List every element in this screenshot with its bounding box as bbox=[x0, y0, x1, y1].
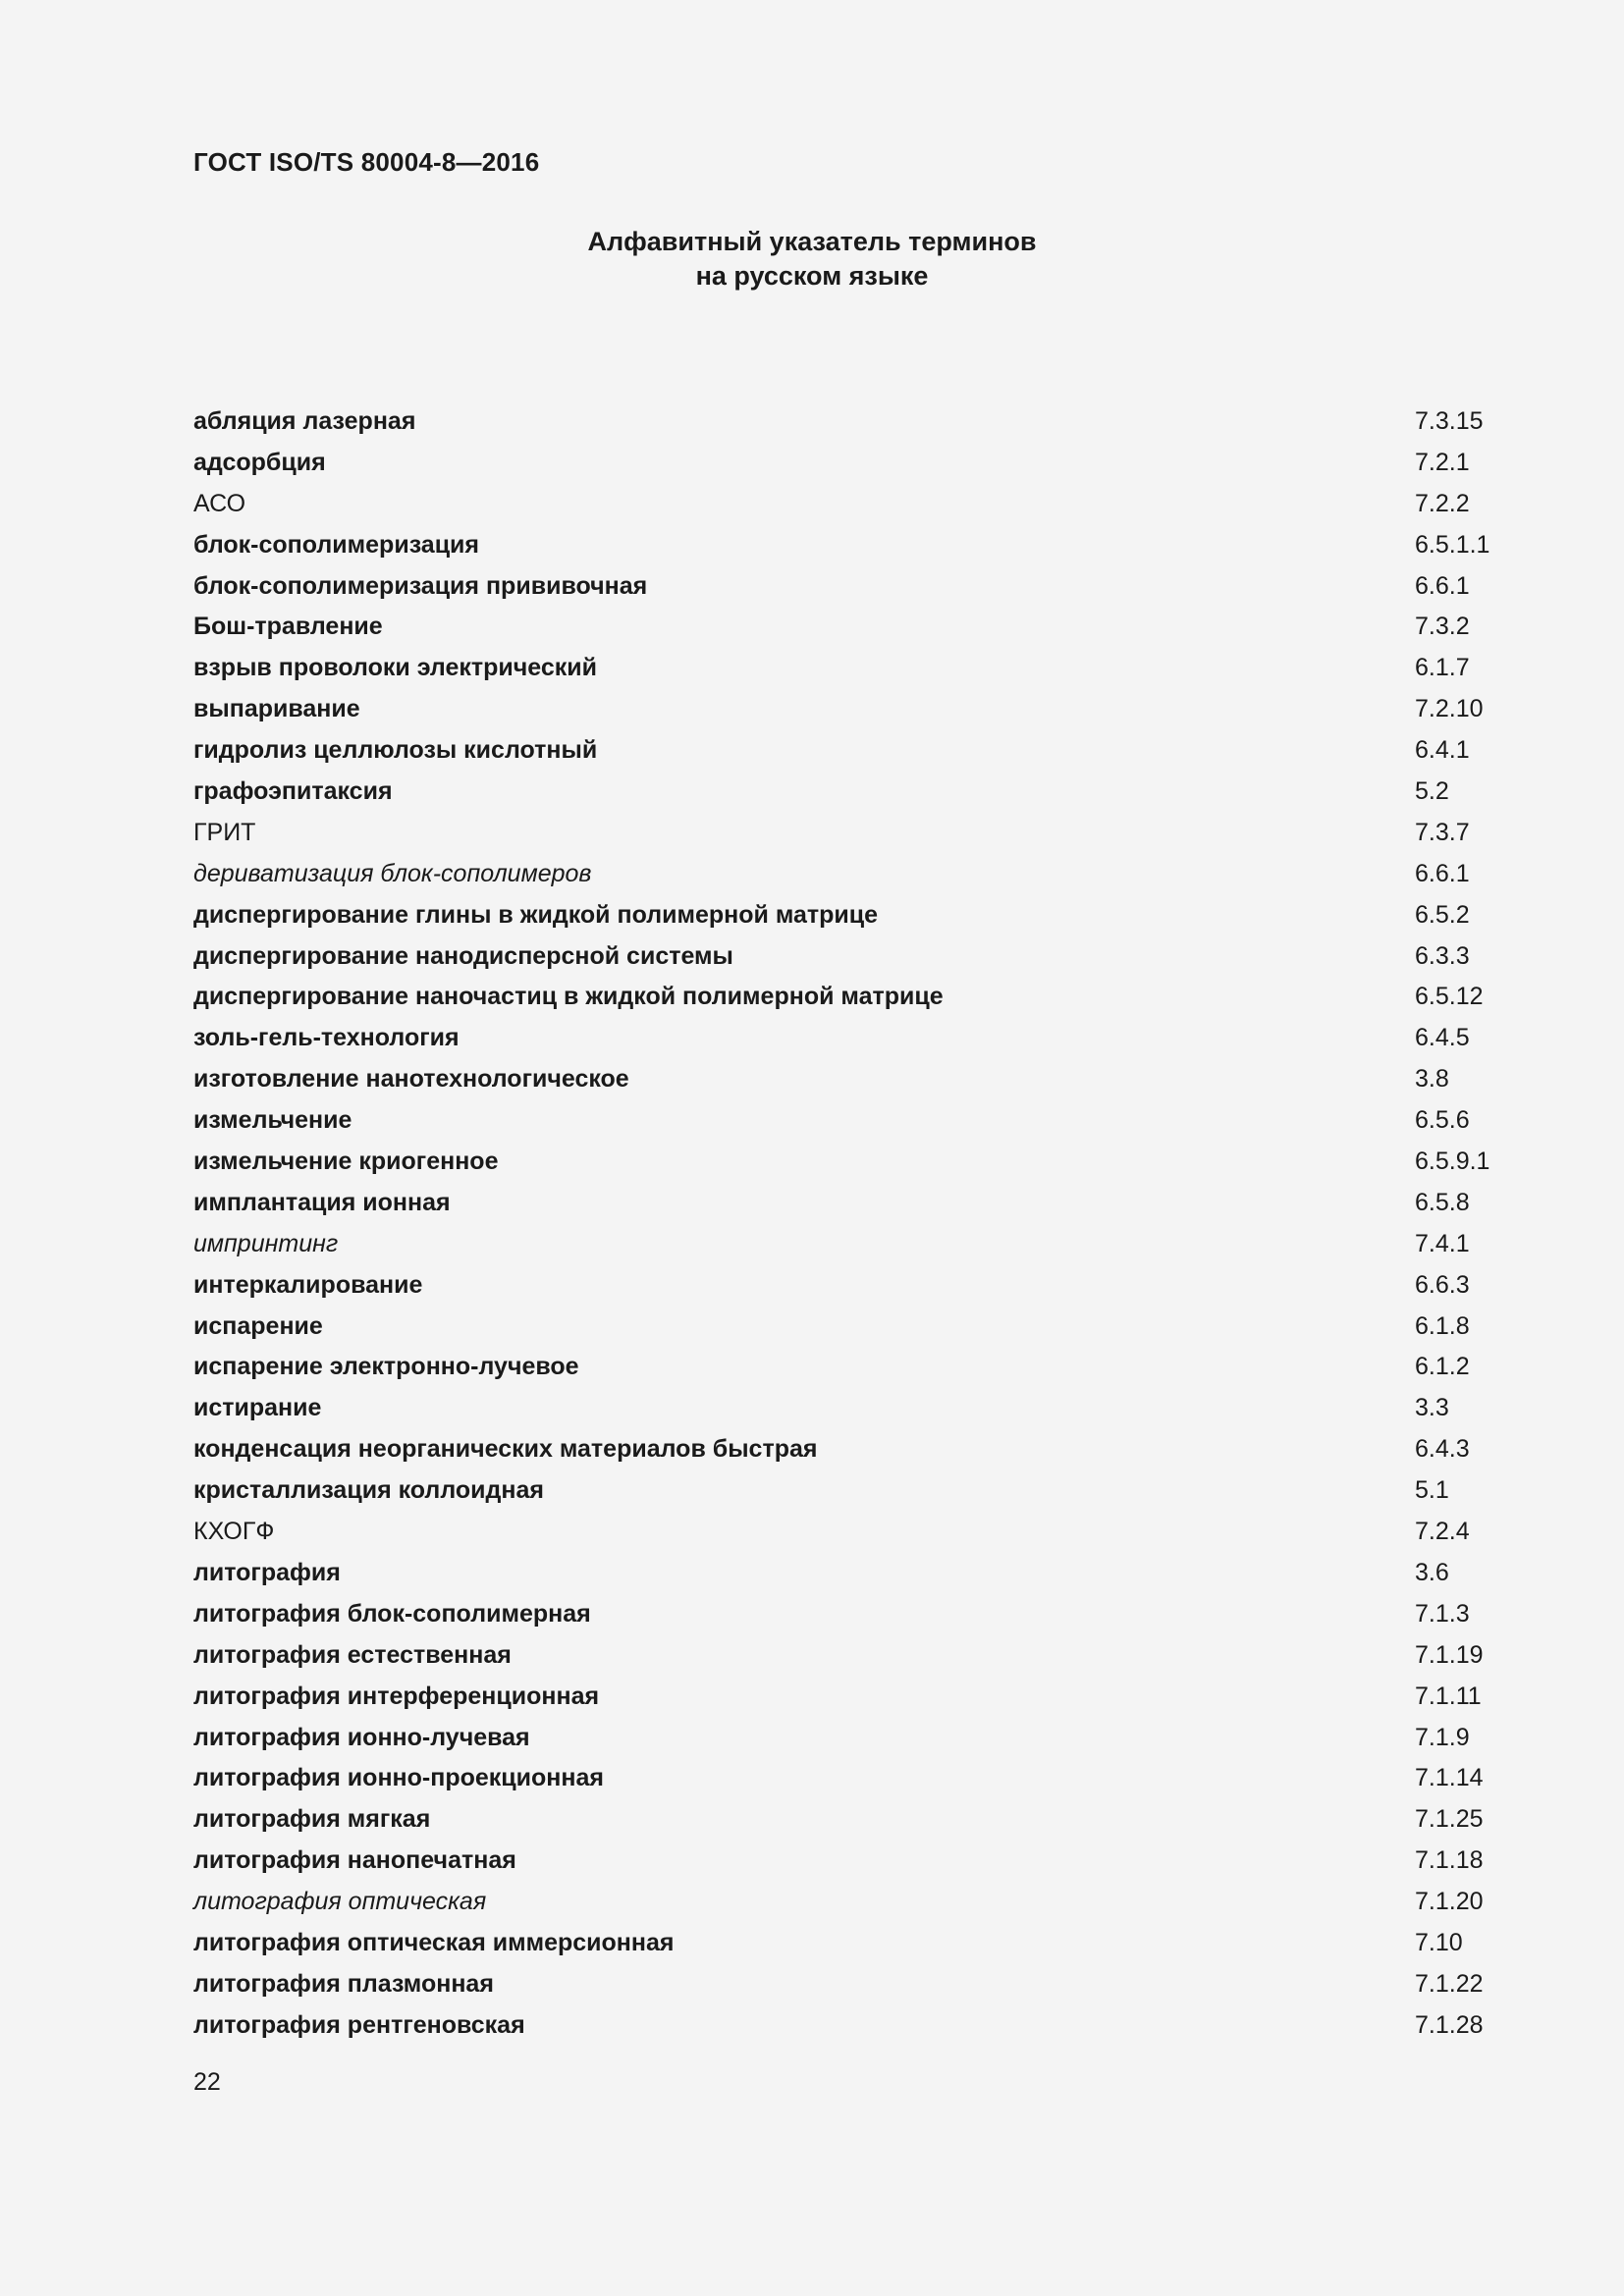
index-entry bbox=[193, 525, 1499, 566]
index-entry-term: испарение bbox=[193, 1311, 323, 1340]
index-entry-term: выпаривание bbox=[193, 695, 360, 723]
index-entry bbox=[193, 772, 1499, 813]
index-entry-term: АСО bbox=[193, 489, 246, 517]
index-entry-term: абляция лазерная bbox=[193, 407, 416, 435]
index-title bbox=[0, 225, 1624, 294]
index-entry bbox=[193, 977, 1499, 1018]
index-entry-ref: 7.4.1 bbox=[1415, 1229, 1470, 1257]
index-entry bbox=[193, 607, 1499, 648]
index-entry-term: импринтинг bbox=[193, 1229, 339, 1257]
index-entry bbox=[193, 936, 1499, 978]
index-entry-ref: 6.6.3 bbox=[1415, 1270, 1470, 1299]
index-entry-ref: 6.3.3 bbox=[1415, 941, 1470, 970]
index-entry-term: блок-сополимеризация bbox=[193, 530, 480, 559]
index-entry-term: интеркалирование bbox=[193, 1270, 423, 1299]
index-entry-term: литография плазмонная bbox=[193, 1969, 494, 1998]
index-entry bbox=[193, 1100, 1499, 1142]
index-entry bbox=[193, 1841, 1499, 1882]
index-entry-ref: 7.3.15 bbox=[1415, 407, 1484, 435]
index-entry-ref: 7.2.2 bbox=[1415, 489, 1470, 517]
index-entry bbox=[193, 1964, 1499, 2005]
index-entry-ref: 6.1.2 bbox=[1415, 1353, 1470, 1381]
index-entry bbox=[193, 648, 1499, 689]
index-entry-term: графоэпитаксия bbox=[193, 777, 393, 806]
index-entry bbox=[193, 566, 1499, 608]
index-entry-ref: 7.3.2 bbox=[1415, 613, 1470, 641]
index-entry-ref: 7.2.4 bbox=[1415, 1518, 1470, 1546]
index-entry-ref: 7.1.18 bbox=[1415, 1846, 1484, 1875]
index-entry bbox=[193, 443, 1499, 484]
index-entry-term: адсорбция bbox=[193, 448, 326, 476]
index-entry bbox=[193, 1307, 1499, 1348]
index-entry-term: измельчение криогенное bbox=[193, 1148, 499, 1176]
index-entry-ref: 7.2.1 bbox=[1415, 448, 1470, 476]
index-entry-term: дериватизация блок-сополимеров bbox=[193, 859, 592, 887]
index-entry-term: литография блок-сополимерная bbox=[193, 1599, 591, 1628]
index-entry bbox=[193, 1512, 1499, 1553]
index-entry-ref: 6.5.8 bbox=[1415, 1188, 1470, 1216]
index-entry-ref: 7.1.28 bbox=[1415, 2010, 1484, 2039]
index-entry-term: конденсация неорганических материалов быстрая bbox=[193, 1435, 818, 1464]
index-entry-term: испарение электронно-лучевое bbox=[193, 1353, 579, 1381]
index-entry-ref: 6.6.1 bbox=[1415, 571, 1470, 600]
index-entry-term: диспергирование нанодисперсной системы bbox=[193, 941, 733, 970]
index-entry-ref: 7.1.19 bbox=[1415, 1640, 1484, 1669]
index-entry bbox=[193, 2005, 1499, 2047]
index-entry bbox=[193, 1882, 1499, 1923]
index-entry bbox=[193, 1142, 1499, 1183]
index-entry-term: Бош-травление bbox=[193, 613, 383, 641]
index-entry-ref: 3.3 bbox=[1415, 1394, 1449, 1422]
index-entry-ref: 3.8 bbox=[1415, 1065, 1449, 1094]
index-entry-term: блок-сополимеризация прививочная bbox=[193, 571, 648, 600]
index-entry-term: измельчение bbox=[193, 1106, 352, 1135]
index-entry bbox=[193, 813, 1499, 854]
index-entry-ref: 6.1.7 bbox=[1415, 654, 1470, 682]
document-header: ГОСТ ISO/TS 80004-8—2016 bbox=[193, 147, 540, 177]
index-title-line-1: Алфавитный указатель терминов bbox=[587, 227, 1037, 256]
index-entry-ref: 5.2 bbox=[1415, 777, 1449, 806]
index-entry-ref: 6.4.1 bbox=[1415, 736, 1470, 765]
index-entry bbox=[193, 484, 1499, 525]
index-entry-term: литография рентгеновская bbox=[193, 2010, 525, 2039]
index-entry-term: литография ионно-проекционная bbox=[193, 1764, 604, 1792]
index-entry-ref: 6.5.6 bbox=[1415, 1106, 1470, 1135]
index-entry-term: диспергирование глины в жидкой полимерной матрице bbox=[193, 900, 879, 929]
index-entry bbox=[193, 1635, 1499, 1677]
index-entry-ref: 6.1.8 bbox=[1415, 1311, 1470, 1340]
index-entry bbox=[193, 1553, 1499, 1594]
index-entry-ref: 7.10 bbox=[1415, 1928, 1463, 1956]
index-entry-ref: 6.6.1 bbox=[1415, 859, 1470, 887]
index-entry-term: литография мягкая bbox=[193, 1805, 431, 1834]
index-entry-ref: 3.6 bbox=[1415, 1558, 1449, 1586]
index-entry bbox=[193, 1718, 1499, 1759]
index-entry-ref: 7.3.7 bbox=[1415, 818, 1470, 846]
index-entry bbox=[193, 730, 1499, 772]
index-entry-ref: 5.1 bbox=[1415, 1476, 1449, 1505]
index-entry-ref: 6.5.1.1 bbox=[1415, 530, 1490, 559]
index-entry-term: литография bbox=[193, 1558, 341, 1586]
index-entry bbox=[193, 895, 1499, 936]
index-entry-term: взрыв проволоки электрический bbox=[193, 654, 597, 682]
page-number: 22 bbox=[193, 2068, 221, 2096]
index-entry bbox=[193, 854, 1499, 895]
index-entry-term: золь-гель-технология bbox=[193, 1024, 460, 1052]
index-entry bbox=[193, 401, 1499, 443]
index-entry-ref: 7.1.11 bbox=[1415, 1682, 1482, 1710]
index-entry bbox=[193, 1923, 1499, 1964]
index-entry-ref: 6.5.2 bbox=[1415, 900, 1470, 929]
index-entry-term: гидролиз целлюлозы кислотный bbox=[193, 736, 598, 765]
index-entry bbox=[193, 1183, 1499, 1224]
index-entry bbox=[193, 1388, 1499, 1429]
index-entry bbox=[193, 1265, 1499, 1307]
index-entry bbox=[193, 1018, 1499, 1059]
index-entry-ref: 7.1.20 bbox=[1415, 1888, 1484, 1916]
index-entry-term: истирание bbox=[193, 1394, 322, 1422]
index-entry-term: изготовление нанотехнологическое bbox=[193, 1065, 629, 1094]
index-entry-term: КХОГФ bbox=[193, 1518, 275, 1546]
index-entry-ref: 7.1.9 bbox=[1415, 1723, 1470, 1751]
index-entry-ref: 6.4.5 bbox=[1415, 1024, 1470, 1052]
index-entry-ref: 7.2.10 bbox=[1415, 695, 1484, 723]
index-entry-term: ГРИТ bbox=[193, 818, 256, 846]
index-entry-ref: 7.1.3 bbox=[1415, 1599, 1470, 1628]
index-entry-term: литография ионно-лучевая bbox=[193, 1723, 530, 1751]
index-entry-term: литография интерференционная bbox=[193, 1682, 600, 1710]
index-entry-term: литография нанопечатная bbox=[193, 1846, 516, 1875]
index-entry bbox=[193, 1677, 1499, 1718]
index-entry-ref: 6.5.9.1 bbox=[1415, 1148, 1490, 1176]
index-entry bbox=[193, 1470, 1499, 1512]
index-entry bbox=[193, 1758, 1499, 1799]
index-entry-ref: 6.5.12 bbox=[1415, 983, 1484, 1011]
index-entry-term: литография оптическая bbox=[193, 1888, 487, 1916]
index-entry-term: кристаллизация коллоидная bbox=[193, 1476, 544, 1505]
index-title-line-2: на русском языке bbox=[695, 261, 929, 291]
index-entry bbox=[193, 1429, 1499, 1470]
term-index-list bbox=[193, 401, 1499, 2047]
index-entry-term: имплантация ионная bbox=[193, 1188, 451, 1216]
index-entry bbox=[193, 1594, 1499, 1635]
index-entry bbox=[193, 1224, 1499, 1265]
index-entry-ref: 7.1.25 bbox=[1415, 1805, 1484, 1834]
index-entry bbox=[193, 689, 1499, 730]
index-entry-ref: 6.4.3 bbox=[1415, 1435, 1470, 1464]
index-entry-term: литография естественная bbox=[193, 1640, 512, 1669]
index-entry-term: диспергирование наночастиц в жидкой полимерной матрице bbox=[193, 983, 944, 1011]
index-entry-term: литография оптическая иммерсионная bbox=[193, 1928, 675, 1956]
index-entry bbox=[193, 1059, 1499, 1100]
index-entry-ref: 7.1.14 bbox=[1415, 1764, 1484, 1792]
index-entry-ref: 7.1.22 bbox=[1415, 1969, 1484, 1998]
index-entry bbox=[193, 1799, 1499, 1841]
index-entry bbox=[193, 1347, 1499, 1388]
